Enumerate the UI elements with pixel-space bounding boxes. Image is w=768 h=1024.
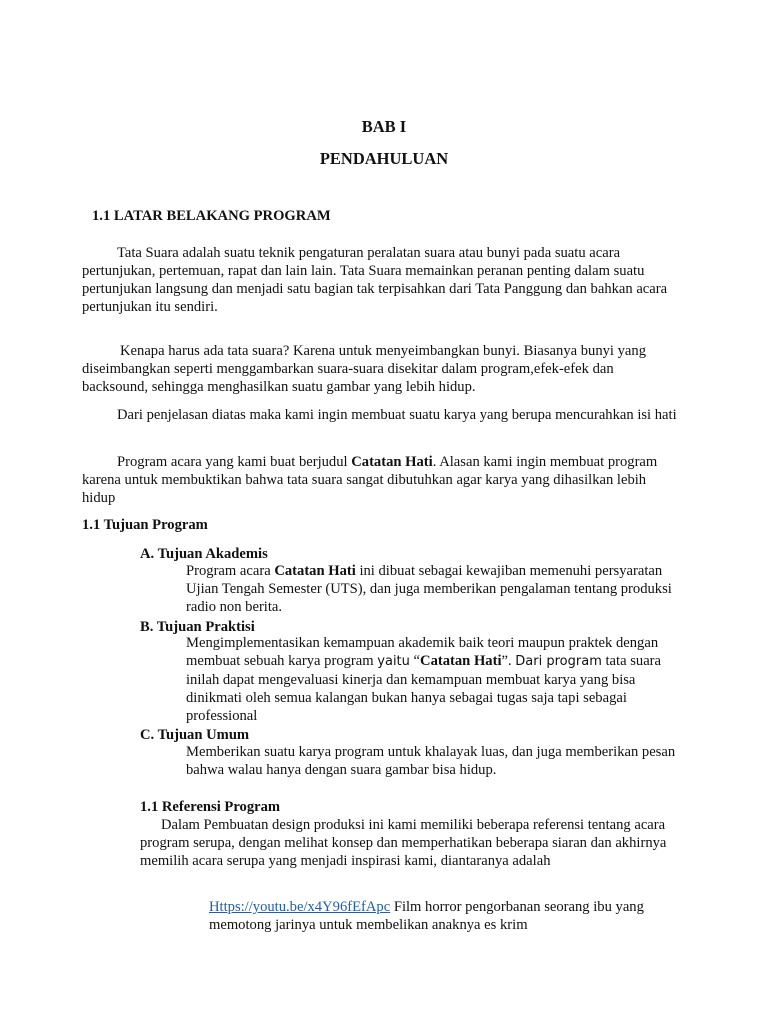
- tujuan-umum-body: Memberikan suatu karya program untuk khalayak luas, dan juga memberikan pesan bahwa walau hanya dengan suara gambar bisa hidup.: [186, 744, 676, 778]
- paragraph-tata-suara: Tata Suara adalah suatu teknik pengaturan peralatan suara atau bunyi pada suatu acara pertunjukan, pertemuan, rapat dan lain lain. Tata Suara memainkan peranan penting dalam suatu pertunjukan langsung dan menjadi satu bagian tak terpisahkan dari Tata Panggung dan bahkan acara pertunjukan itu sendiri.: [82, 245, 668, 315]
- tujuan-umum-label: C. Tujuan Umum: [140, 727, 250, 743]
- chapter-heading: BAB I: [361, 117, 407, 136]
- section-latar-title: 1.1 LATAR BELAKANG PROGRAM: [92, 208, 331, 224]
- paragraph-program-acara: Program acara yang kami buat berjudul Catatan Hati. Alasan kami ingin membuat program karena untuk membuktikan bahwa tata suara sangat dibutuhkan agar karya yang dihasilkan lebih hidup: [82, 454, 658, 506]
- paragraph-penjelasan: Dari penjelasan diatas maka kami ingin membuat suatu karya yang berupa mencurahkan isi hati: [117, 407, 677, 423]
- tujuan-praktisi-label: B. Tujuan Praktisi: [140, 619, 255, 635]
- chapter-title: PENDAHULUAN: [319, 149, 449, 168]
- section-tujuan-title: 1.1 Tujuan Program: [82, 517, 208, 533]
- tujuan-praktisi-body: Mengimplementasikan kemampuan akademik baik teori maupun praktek dengan membuat sebuah karya program yaitu “Catatan Hati”. Dari program tata suara inilah dapat mengevaluasi kinerja dan kemampuan membuat karya yang bisa dinikmati oleh semua kalangan bukan hanya sebagai tugas saja tapi sebagai professional: [186, 635, 662, 724]
- tujuan-akademis-label: A. Tujuan Akademis: [140, 546, 268, 562]
- section-referensi-title: 1.1 Referensi Program: [140, 799, 281, 815]
- program-name-bold: Catatan Hati: [351, 454, 433, 470]
- paragraph-kenapa: Kenapa harus ada tata suara? Karena untuk menyeimbangkan bunyi. Biasanya bunyi yang diseimbangkan seperti menggambarkan suara-suara disekitar dalam program,efek-efek dan backsound, sehingga menghasilkan suatu gambar yang lebih hidup.: [82, 343, 647, 395]
- tujuan-akademis-body: Program acara Catatan Hati ini dibuat sebagai kewajiban memenuhi persyaratan Ujian Tengah Semester (UTS), dan juga memberikan pengalaman tentang produksi radio non berita.: [186, 563, 672, 615]
- reference-youtube-link[interactable]: Https://youtu.be/x4Y96fEfApc: [209, 899, 391, 915]
- reference-entry: Https://youtu.be/x4Y96fEfApc Film horror pengorbanan seorang ibu yang memotong jarinya untuk membelikan anaknya es krim: [209, 899, 644, 933]
- paragraph-referensi: Dalam Pembuatan design produksi ini kami memiliki beberapa referensi tentang acara program serupa, dengan melihat konsep dan memperhatikan beberapa siaran dan akhirnya memilih acara serupa yang menjadi inspirasi kami, diantaranya adalah: [140, 817, 667, 869]
